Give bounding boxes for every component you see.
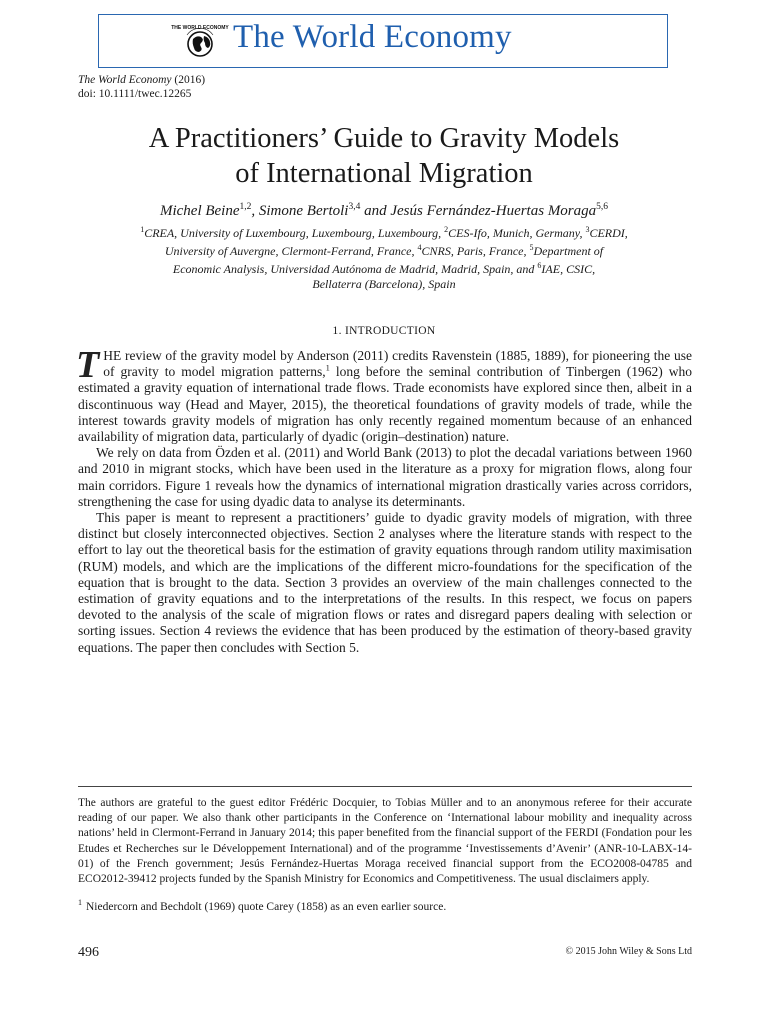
affil-number: 3 [585,225,590,234]
affil-number: 5 [529,243,534,252]
footnote-ref: 1 [325,362,330,373]
affil-text: CNRS, Paris, France, [421,244,530,258]
affil-text: CREA, University of Luxembourg, Luxembourg, Luxembourg, [144,226,445,240]
affil-number: 6 [537,261,542,270]
author-list [40,202,728,220]
paper-title-line-2: of International Migration [235,158,533,189]
page-number: 496 [78,945,99,960]
author-name: Michel Beine [159,203,240,219]
affil-text: CES-Ifo, Munich, Germany, [448,226,586,240]
paragraph [76,344,692,445]
author-affil-ref: 1,2 [239,202,252,212]
author-separator: , [251,203,259,219]
affil-number: 2 [444,225,449,234]
author-separator: and [360,203,391,219]
svg-text:THE WORLD ECONOMY: THE WORLD ECONOMY [171,25,229,31]
affil-text: IAE, CSIC, [541,262,596,276]
footnote-text: Niedercorn and Bechdolt (1969) quote Carey (1858) as an even earlier source. [86,901,447,914]
footnote-number: 1 [78,898,82,908]
paragraph: We rely on data from Özden et al. (2011) and World Bank (2013) to plot the decadal variations between 1960 and 2010 in migrant stocks, which have been used in the literature as a proxy for migration flows, along four main corridors. Figure 1 reveals how the dynamics of international migration drastically varies across corridors, strengthening the case for using dyadic data to analyse its determinants. [78,445,692,509]
section-heading: 1. INTRODUCTION [332,325,436,337]
journal-name: The World Economy [233,19,512,55]
affil-text: Economic Analysis, Universidad Autónoma de Madrid, Madrid, Spain, and [172,262,538,276]
journal-header [98,14,668,68]
citation-doi: doi: 10.1111/twec.12265 [78,88,192,100]
drop-cap: T [76,344,100,386]
affil-text: Department of [533,244,604,258]
author-name: Simone Bertoli [258,203,349,219]
acknowledgement: The authors are grateful to the guest editor Frédéric Docquier, to Tobias Müller and to an anonymous referee for their accurate reading of our paper. We also thank other participants in the Conference on ‘International labour mobility and inequality across nations’ held in Clermont-Ferrand in January 2014; this paper benefited from the financial support of the FERDI (Fondation pour les Etudes et Recherches sur le Développement International) and of the programme ‘Investissements d’Avenir’ (ANR-10-LABX-14-01) of the French government; Jesús Fernández-Huertas Moraga received financial support from the ECO2008-04785 and ECO2012-39412 projects funded by the Spanish Ministry for Economics and Competitiveness. The usual disclaimers apply. [78,797,692,886]
affil-text: CERDI, [589,226,628,240]
affil-number: 1 [140,225,145,234]
footnotes [78,796,692,915]
paper-title-line-1: A Practitioners’ Guide to Gravity Models [148,123,620,154]
affiliation-line: Bellaterra (Barcelona), Spain [312,277,456,291]
world-globe-logo-icon [171,21,229,63]
body-text [76,344,692,656]
author-affil-ref: 5,6 [596,202,609,212]
paragraph-text: long before the seminal contribution of Tinbergen (1962) who estimated a gravity equation of international trade flows. Trade economists have explored since then, albeit in a discontinuous way (Head and Mayer, 2015), the theoretical foundations of gravity models of trade, while the interest towards gravity models of migration has only recently regained momentum because of an enhanced availability of migration data, particularly of dyadic (origin–destination) nature. [78,364,692,445]
copyright: © 2015 John Wiley & Sons Ltd [565,946,692,957]
affil-number: 4 [417,243,422,252]
citation-journal: The World Economy [78,74,172,86]
footnote-divider [78,786,692,787]
footnote [78,895,692,915]
author-name: Jesús Fernández-Huertas Moraga [390,203,597,219]
citation-year: (2016) [174,74,206,86]
affil-text: University of Auvergne, Clermont-Ferrand, France, [164,244,418,258]
paragraph-text: HE review of the gravity model by Anderson (2011) credits Ravenstein (1885, 1889), for pioneering the use of gravity to model migration patterns, [103,348,692,380]
author-affil-ref: 3,4 [348,202,361,212]
paragraph: This paper is meant to represent a practitioners’ guide to dyadic gravity models of migration, with three distinct but closely interconnected objectives. Section 2 analyses where the literature stands with respect to the effort to lay out the theoretical basis for the estimation of gravity equations through random utility maximisation (RUM) models, and which are the implications of the different micro-foundations for the specification of the equation that is brought to the data. Section 3 provides an overview of the main challenges connected to the estimation of gravity equations and to the interpretations of the results. In this respect, we focus on papers devoted to the analysis of the scale of migration flows or rates and disregard papers dealing with selection or sorting issues. Section 4 reviews the evidence that has been produced by the estimation of theory-based gravity equations. The paper then concludes with Section 5. [78,510,692,655]
citation [78,73,205,101]
